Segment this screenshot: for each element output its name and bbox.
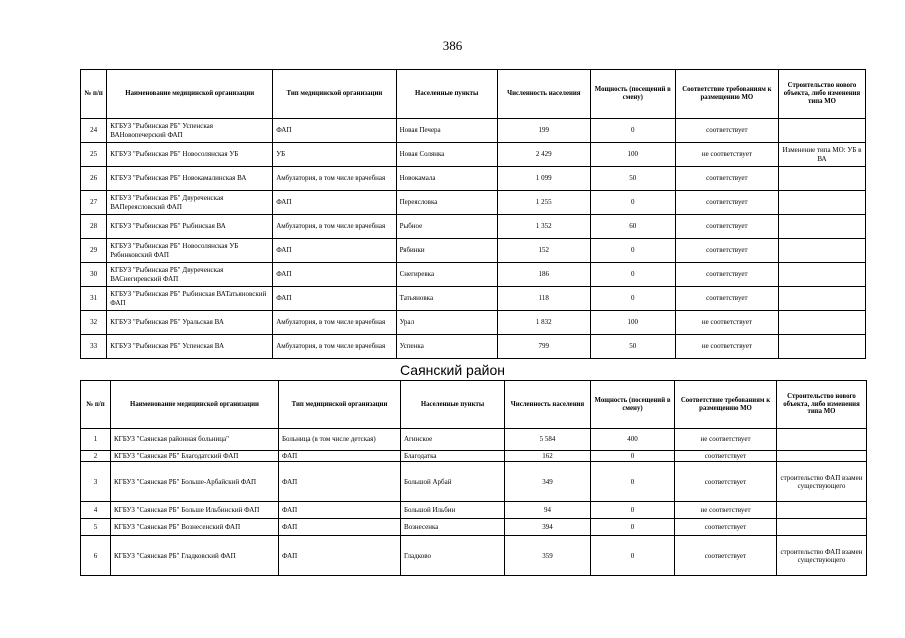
capacity-cell: 0 (590, 263, 675, 287)
construction-note-cell (778, 167, 865, 191)
compliance-status-cell: соответствует (675, 536, 777, 576)
table-row (81, 335, 866, 359)
compliance-status-cell: не соответствует (675, 143, 778, 167)
organization-name-cell: КГБУЗ "Рыбинская РБ" Новокамалинская ВА (107, 167, 273, 191)
compliance-status-cell: соответствует (675, 263, 778, 287)
construction-note-cell: Изменение типа МО: УБ в ВА (778, 143, 865, 167)
header-construction: Строительство нового объекта, либо изменения типа МО (777, 381, 867, 429)
table-row (81, 311, 866, 335)
construction-note-cell (778, 263, 865, 287)
compliance-status-cell: соответствует (675, 191, 778, 215)
organization-name-cell: КГБУЗ "Рыбинская РБ" Новосолянская УБ (107, 143, 273, 167)
organization-type-cell: ФАП (273, 119, 396, 143)
organization-type-cell: Амбулатория, в том числе врачебная (273, 167, 396, 191)
population-cell: 1 255 (497, 191, 590, 215)
table-row (81, 191, 866, 215)
table-row (81, 143, 866, 167)
row-number-cell: 29 (81, 239, 107, 263)
settlement-cell: Рябинки (396, 239, 497, 263)
organization-type-cell: ФАП (279, 462, 401, 502)
sayansk-table (80, 380, 867, 576)
table-header-row (81, 70, 866, 119)
settlement-cell: Переясловка (396, 191, 497, 215)
compliance-status-cell: не соответствует (675, 335, 778, 359)
compliance-status-cell: соответствует (675, 519, 777, 536)
settlement-cell: Татьяновка (396, 287, 497, 311)
header-capacity: Мощность (посещений в смену) (591, 381, 675, 429)
population-cell: 118 (497, 287, 590, 311)
construction-note-cell (778, 239, 865, 263)
organization-name-cell: КГБУЗ "Саянская РБ" Больше-Арбайский ФАП (111, 462, 279, 502)
header-org: Наименование медицинской организации (107, 70, 273, 119)
compliance-status-cell: не соответствует (675, 311, 778, 335)
table-row (81, 536, 867, 576)
settlement-cell: Снегиревка (396, 263, 497, 287)
population-cell: 152 (497, 239, 590, 263)
settlement-cell: Большой Арбай (401, 462, 505, 502)
compliance-status-cell: соответствует (675, 451, 777, 462)
row-number-cell: 6 (81, 536, 111, 576)
table-header-row (81, 381, 867, 429)
population-cell: 2 429 (497, 143, 590, 167)
capacity-cell: 0 (591, 451, 675, 462)
settlement-cell: Большой Ильбин (401, 502, 505, 519)
compliance-status-cell: соответствует (675, 239, 778, 263)
settlement-cell: Рыбное (396, 215, 497, 239)
construction-note-cell (777, 502, 867, 519)
construction-note-cell: строительство ФАП взамен существующего (777, 462, 867, 502)
header-places: Населенные пункты (401, 381, 505, 429)
header-num: № п/п (81, 381, 111, 429)
table-row (81, 287, 866, 311)
settlement-cell: Новая Печера (396, 119, 497, 143)
rybinsk-table (80, 69, 866, 359)
table-row (81, 167, 866, 191)
organization-type-cell: ФАП (273, 191, 396, 215)
compliance-status-cell: соответствует (675, 462, 777, 502)
settlement-cell: Агинское (401, 429, 505, 451)
population-cell: 199 (497, 119, 590, 143)
population-cell: 186 (497, 263, 590, 287)
header-num: № п/п (81, 70, 107, 119)
row-number-cell: 27 (81, 191, 107, 215)
organization-type-cell: УБ (273, 143, 396, 167)
construction-note-cell (778, 215, 865, 239)
capacity-cell: 0 (590, 191, 675, 215)
capacity-cell: 0 (590, 287, 675, 311)
capacity-cell: 0 (590, 119, 675, 143)
population-cell: 349 (505, 462, 591, 502)
population-cell: 394 (505, 519, 591, 536)
compliance-status-cell: соответствует (675, 119, 778, 143)
capacity-cell: 100 (590, 143, 675, 167)
capacity-cell: 0 (591, 502, 675, 519)
capacity-cell: 60 (590, 215, 675, 239)
row-number-cell: 4 (81, 502, 111, 519)
compliance-status-cell: не соответствует (675, 429, 777, 451)
organization-name-cell: КГБУЗ "Рыбинская РБ" Уральская ВА (107, 311, 273, 335)
header-org: Наименование медицинской организации (111, 381, 279, 429)
organization-name-cell: КГБУЗ "Рыбинская РБ" Рыбинская ВА (107, 215, 273, 239)
settlement-cell: Новая Солянка (396, 143, 497, 167)
header-places: Населенные пункты (396, 70, 497, 119)
table-row (81, 462, 867, 502)
row-number-cell: 24 (81, 119, 107, 143)
table-row (81, 502, 867, 519)
section-title: Саянский район (400, 362, 505, 378)
organization-type-cell: Амбулатория, в том числе врачебная (273, 335, 396, 359)
row-number-cell: 30 (81, 263, 107, 287)
organization-name-cell: КГБУЗ "Рыбинская РБ" Успенская ВАНовопечерский ФАП (107, 119, 273, 143)
population-cell: 359 (505, 536, 591, 576)
header-type: Тип медицинской организации (279, 381, 401, 429)
capacity-cell: 50 (590, 167, 675, 191)
organization-type-cell: Больница (в том числе детская) (279, 429, 401, 451)
organization-type-cell: ФАП (273, 263, 396, 287)
population-cell: 1 099 (497, 167, 590, 191)
capacity-cell: 0 (590, 239, 675, 263)
header-capacity: Мощность (посещений в смену) (590, 70, 675, 119)
table-row (81, 451, 867, 462)
row-number-cell: 3 (81, 462, 111, 502)
organization-name-cell: КГБУЗ "Рыбинская РБ" Успенская ВА (107, 335, 273, 359)
row-number-cell: 32 (81, 311, 107, 335)
organization-type-cell: Амбулатория, в том числе врачебная (273, 311, 396, 335)
header-type: Тип медицинской организации (273, 70, 396, 119)
organization-name-cell: КГБУЗ "Рыбинская РБ" Двуреченская ВАПереясловский ФАП (107, 191, 273, 215)
population-cell: 5 584 (505, 429, 591, 451)
capacity-cell: 0 (591, 536, 675, 576)
compliance-status-cell: соответствует (675, 287, 778, 311)
organization-type-cell: ФАП (273, 239, 396, 263)
header-compliance: Соответствие требованиям к размещению МО (675, 381, 777, 429)
row-number-cell: 31 (81, 287, 107, 311)
header-construction: Строительство нового объекта, либо изменения типа МО (778, 70, 865, 119)
header-compliance: Соответствие требованиям к размещению МО (675, 70, 778, 119)
construction-note-cell (777, 429, 867, 451)
settlement-cell: Вознесенка (401, 519, 505, 536)
capacity-cell: 0 (591, 462, 675, 502)
organization-type-cell: ФАП (279, 502, 401, 519)
compliance-status-cell: соответствует (675, 215, 778, 239)
organization-name-cell: КГБУЗ "Саянская РБ" Благодатский ФАП (111, 451, 279, 462)
settlement-cell: Гладково (401, 536, 505, 576)
settlement-cell: Урал (396, 311, 497, 335)
population-cell: 1 832 (497, 311, 590, 335)
capacity-cell: 100 (590, 311, 675, 335)
organization-type-cell: ФАП (279, 519, 401, 536)
table-row (81, 429, 867, 451)
row-number-cell: 5 (81, 519, 111, 536)
organization-name-cell: КГБУЗ "Саянская РБ" Вознесенский ФАП (111, 519, 279, 536)
organization-name-cell: КГБУЗ "Рыбинская РБ" Рыбинская ВАТатьяновский ФАП (107, 287, 273, 311)
compliance-status-cell: соответствует (675, 167, 778, 191)
compliance-status-cell: не соответствует (675, 502, 777, 519)
construction-note-cell (777, 451, 867, 462)
capacity-cell: 400 (591, 429, 675, 451)
page-number: 386 (442, 38, 463, 53)
row-number-cell: 26 (81, 167, 107, 191)
construction-note-cell (778, 311, 865, 335)
row-number-cell: 33 (81, 335, 107, 359)
organization-type-cell: ФАП (279, 451, 401, 462)
table-row (81, 519, 867, 536)
construction-note-cell (778, 191, 865, 215)
row-number-cell: 28 (81, 215, 107, 239)
population-cell: 1 352 (497, 215, 590, 239)
organization-name-cell: КГБУЗ "Рыбинская РБ" Новосолянская УБ Рябинковский ФАП (107, 239, 273, 263)
table-row (81, 263, 866, 287)
construction-note-cell (777, 519, 867, 536)
table-row (81, 215, 866, 239)
construction-note-cell (778, 119, 865, 143)
population-cell: 94 (505, 502, 591, 519)
population-cell: 799 (497, 335, 590, 359)
construction-note-cell (778, 287, 865, 311)
organization-name-cell: КГБУЗ "Саянская РБ" Гладковский ФАП (111, 536, 279, 576)
capacity-cell: 50 (590, 335, 675, 359)
row-number-cell: 1 (81, 429, 111, 451)
settlement-cell: Благодатка (401, 451, 505, 462)
organization-name-cell: КГБУЗ "Рыбинская РБ" Двуреченская ВАСнегиревский ФАП (107, 263, 273, 287)
table-row (81, 239, 866, 263)
header-population: Численность населения (497, 70, 590, 119)
construction-note-cell (778, 335, 865, 359)
organization-type-cell: Амбулатория, в том числе врачебная (273, 215, 396, 239)
row-number-cell: 2 (81, 451, 111, 462)
organization-type-cell: ФАП (279, 536, 401, 576)
construction-note-cell: строительство ФАП взамен существующего (777, 536, 867, 576)
header-population: Численность населения (505, 381, 591, 429)
population-cell: 162 (505, 451, 591, 462)
settlement-cell: Успенка (396, 335, 497, 359)
capacity-cell: 0 (591, 519, 675, 536)
organization-name-cell: КГБУЗ "Саянская районная больница" (111, 429, 279, 451)
settlement-cell: Новокамала (396, 167, 497, 191)
table-row (81, 119, 866, 143)
row-number-cell: 25 (81, 143, 107, 167)
organization-name-cell: КГБУЗ "Саянская РБ" Больше Ильбинский ФАП (111, 502, 279, 519)
organization-type-cell: ФАП (273, 287, 396, 311)
